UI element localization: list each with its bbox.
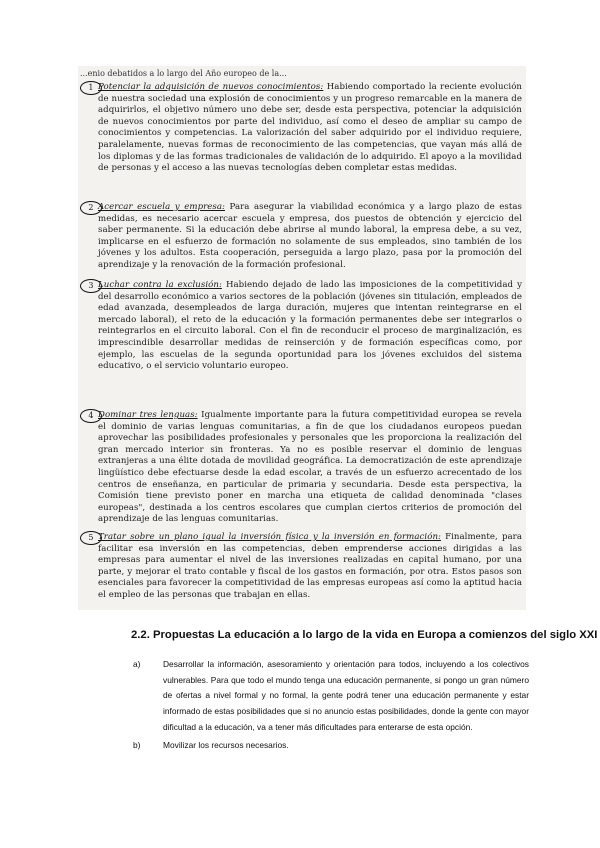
proposal-list — [131, 657, 529, 753]
scan-item-4 — [88, 410, 522, 526]
item-body: Finalmente, para facilitar esa inversión en las competencias, deben emprenderse acciones dirigidas a las empresas para aumentar el nivel de las inversiones realizadas en capital humano, por una parte, y mejorar el trato contable y fiscal de los gastos en formación, por otra. Estos pasos son esenciales para favorecer la competitividad de las empresas europeas así como la aptitud hacia el empleo de las personas que trabajan en ellas. — [98, 532, 522, 600]
item-number-badge: 3 — [80, 279, 102, 293]
list-item-text: Movilizar los recursos necesarios. — [163, 739, 289, 750]
list-item — [131, 738, 529, 754]
item-body: Habiendo comportado la reciente evolución de nuestra sociedad una explosión de conocimientos y un progreso remarcable en la manera de adquirirlos, el objetivo número uno debe ser, desde esta perspectiva, potenciar la adquisición de nuevos conocimientos por parte del individuo, así como el deseo de ampliar su campo de conocimientos y competencias. La valorización del saber adquirido por el individuo requiere, paralelamente, nuevas formas de reconocimiento de las competencias, que vayan más allá de los diplomas y de las formas tradicionales de validación de lo adquirido. El apoyo a la movilidad de personas y el acceso a las nuevas tecnologías deben completar estas medidas. — [98, 82, 522, 174]
item-title: Luchar contra la exclusión: — [98, 280, 222, 290]
item-body: Igualmente importante para la futura competitividad europea se revela el dominio de varias lenguas comunitarias, a fin de que los ciudadanos europeos puedan aprovechar las posibilidades profesionales y personales que les proporciona la realización del gran mercado interior sin fronteras. Ya no es posible reservar el dominio de lenguas extranjeras a una élite dotada de movilidad geográfica. La democratización de este aprendizaje lingüístico debe efectuarse desde la edad escolar, a través de un esfuerzo acrecentado de los centros de enseñanza, en particular de primaria y secundaria. Desde esta perspectiva, la Comisión tiene previsto poner en marcha una etiqueta de calidad denominada "clases europeas", destinada a los centros escolares que cumplan ciertos criterios de promoción del aprendizaje de las lenguas comunitarias. — [98, 410, 522, 525]
list-item — [131, 657, 529, 736]
scan-header-line: ...enio debatidos a lo largo del Año europeo de la... — [80, 69, 287, 78]
item-title: Tratar sobre un plano igual la inversión física y la inversión en formación: — [98, 532, 441, 542]
item-title: Dominar tres lenguas: — [98, 410, 198, 420]
scan-item-3 — [88, 280, 522, 373]
item-number-badge: 1 — [80, 81, 102, 95]
item-number-badge: 5 — [80, 531, 102, 545]
scanned-excerpt-image — [78, 66, 526, 610]
list-marker: b) — [133, 739, 141, 750]
item-number-badge: 2 — [80, 201, 102, 215]
item-number-badge: 4 — [80, 409, 102, 423]
item-title: Potenciar la adquisición de nuevos conocimientos: — [98, 82, 324, 92]
item-body: Para asegurar la viabilidad económica y a largo plazo de estas medidas, es necesario acercar escuela y empresa, dos puestos de obtención y ejercicio del saber permanente. Si la educación debe abrirse al mundo laboral, la empresa debe, a su vez, implicarse en el esfuerzo de formación no solamente de sus empleados, sino también de los jóvenes y los adultos. Esta cooperación, perseguida a largo plazo, pasa por la promoción del aprendizaje y la renovación de la formación profesional. — [98, 202, 522, 270]
scan-item-1 — [88, 82, 522, 175]
item-body: Habiendo dejado de lado las imposiciones de la competitividad y del desarrollo económico a varios sectores de la población (jóvenes sin titulación, empleados de edad avanzada, desempleados de larga duración, mujeres que intentan reintegrarse en el mercado laboral), el reto de la educación y la formación permanentes debe ser integrarlos o reintegrarlos en el circuito laboral. Con el fin de reconducir el proceso de marginalización, es imprescindible desarrollar medidas de reinserción y de formación específicas como, por ejemplo, las escuelas de la segunda oportunidad para los jóvenes excluidos del sistema educativo, o el servicio voluntario europeo. — [98, 280, 522, 372]
scan-item-2 — [88, 202, 522, 272]
section-heading: 2.2. Propuestas La educación a lo largo de la vida en Europa a comienzos del siglo XXI — [131, 629, 598, 641]
scan-item-5 — [88, 532, 522, 602]
list-marker: a) — [133, 659, 141, 669]
item-title: Acercar escuela y empresa: — [98, 202, 225, 212]
list-item-text: Desarrollar la información, asesoramiento y orientación para todos, incluyendo a los colectivos vulnerables. Para que todo el mundo tenga una educación permanente, si pongo un gran número de ofertas a nivel formal y no formal, la gente podrá tener una educación permanente y estar informado de estas posibilidades que si no anuncio estas posibilidades, donde la gente con mayor dificultad a la educación, va a tener más dificultades para enterarse de esta opción. — [163, 659, 529, 732]
